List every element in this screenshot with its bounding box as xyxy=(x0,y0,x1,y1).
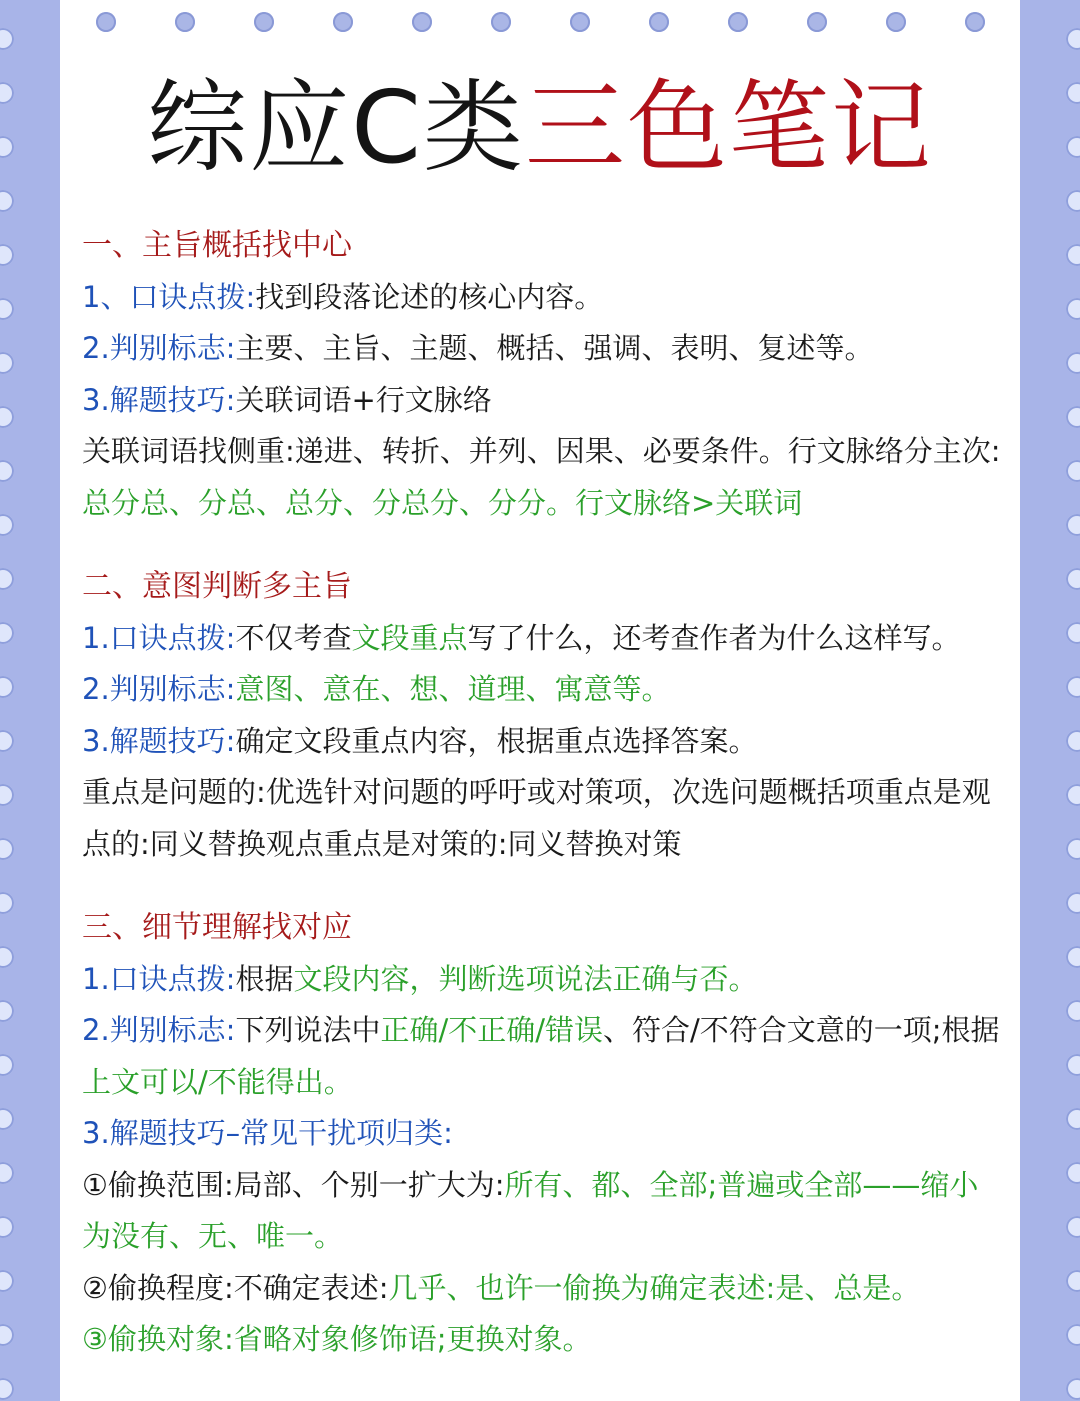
binding-ring xyxy=(1066,892,1080,914)
section-3-line-2 xyxy=(82,1005,1002,1108)
binding-ring xyxy=(1066,946,1080,968)
binding-ring xyxy=(0,1108,14,1130)
section-2-line-4 xyxy=(82,767,1002,870)
binding-ring xyxy=(1066,676,1080,698)
line-label: 2.判别标志: xyxy=(82,672,236,706)
binding-ring xyxy=(1066,1000,1080,1022)
binding-ring xyxy=(1066,406,1080,428)
line-text: 根据 xyxy=(235,961,294,996)
line-label: 1.口诀点拨: xyxy=(82,961,236,996)
binding-ring xyxy=(0,1324,14,1346)
line-highlight: 意图、意在、想、道理、寓意等。 xyxy=(235,672,671,706)
line-highlight: 文段重点 xyxy=(351,620,468,655)
line-text: 关联词语找侧重:递进、转折、并列、因果、必要条件。行文脉络分主次: xyxy=(82,434,1001,468)
binding-ring xyxy=(0,784,14,806)
binding-ring xyxy=(0,1270,14,1292)
binding-ring xyxy=(1066,298,1080,320)
binding-ring xyxy=(1066,514,1080,536)
binding-ring xyxy=(0,892,14,914)
binding-ring xyxy=(1066,784,1080,806)
punch-hole xyxy=(570,12,590,32)
binding-ring xyxy=(0,676,14,698)
binding-ring xyxy=(0,730,14,752)
line-label: 3.解题技巧: xyxy=(82,382,236,417)
line-text: 写了什么，还考查作者为什么这样写。 xyxy=(467,620,961,655)
binding-ring xyxy=(0,352,14,374)
binding-ring xyxy=(0,190,14,212)
binding-ring xyxy=(0,568,14,590)
punch-hole xyxy=(96,12,116,32)
section-2-line-2 xyxy=(82,664,1002,716)
line-highlight: 总分总、分总、总分、分总分、分分。行文脉络>关联词 xyxy=(82,485,803,520)
line-highlight: 上文可以/不能得出。 xyxy=(82,1064,353,1099)
line-text: ①偷换范围:局部、个别一扩大为: xyxy=(82,1167,505,1202)
binding-ring xyxy=(0,28,14,50)
notebook-page xyxy=(60,0,1020,1401)
line-text: 下列说法中 xyxy=(235,1013,381,1047)
section-1-line-4 xyxy=(82,426,1002,529)
punch-hole xyxy=(886,12,906,32)
section-heading-1: 一、主旨概括找中心 xyxy=(82,228,352,263)
page-title xyxy=(60,68,1020,188)
binding-ring xyxy=(0,1216,14,1238)
section-2-line-1 xyxy=(82,613,1002,665)
binding-ring xyxy=(0,136,14,158)
line-text: 重点是问题的:优选针对问题的呼吁或对策项，次选问题概括项重点是观点的:同义替换观点重点是对策的:同义替换对策 xyxy=(82,775,991,861)
binding-ring xyxy=(1066,838,1080,860)
line-text: 、符合/不符合文意的一项;根据 xyxy=(603,1013,1000,1047)
section-3-line-5 xyxy=(82,1263,1002,1315)
line-label: 1、口诀点拨: xyxy=(82,279,256,314)
punch-holes xyxy=(60,12,1020,34)
binding-ring xyxy=(0,1054,14,1076)
binding-ring xyxy=(1066,1216,1080,1238)
binding-ring xyxy=(0,622,14,644)
line-label: 3.解题技巧: xyxy=(82,723,236,758)
binding-ring xyxy=(0,82,14,104)
left-binding xyxy=(0,0,60,1401)
binding-ring xyxy=(0,460,14,482)
section-1-line-3 xyxy=(82,375,1002,427)
line-text: 关联词语+行文脉络 xyxy=(235,382,492,417)
punch-hole xyxy=(649,12,669,32)
binding-ring xyxy=(1066,730,1080,752)
section-3-line-1 xyxy=(82,954,1002,1006)
line-highlight: 文段内容，判断选项说法正确与否。 xyxy=(293,961,758,996)
section-2-line-3 xyxy=(82,716,1002,768)
binding-ring xyxy=(0,514,14,536)
punch-hole xyxy=(728,12,748,32)
punch-hole xyxy=(333,12,353,32)
binding-ring xyxy=(0,298,14,320)
binding-ring xyxy=(1066,82,1080,104)
line-text: ②偷换程度:不确定表述: xyxy=(82,1270,389,1305)
binding-ring xyxy=(1066,1270,1080,1292)
punch-hole xyxy=(175,12,195,32)
title-part-1: 综应C类 xyxy=(147,69,525,186)
right-binding xyxy=(1020,0,1080,1401)
binding-ring xyxy=(0,406,14,428)
section-3-line-6 xyxy=(82,1314,1002,1366)
line-text: 主要、主旨、主题、概括、强调、表明、复述等。 xyxy=(235,331,874,365)
binding-ring xyxy=(0,1162,14,1184)
line-text: 不仅考查 xyxy=(235,620,352,655)
binding-ring xyxy=(1066,460,1080,482)
punch-hole xyxy=(412,12,432,32)
section-1-line-2 xyxy=(82,323,1002,375)
section-3-line-3 xyxy=(82,1108,1002,1160)
binding-ring xyxy=(1066,1108,1080,1130)
punch-hole xyxy=(254,12,274,32)
binding-ring xyxy=(0,1378,14,1400)
line-highlight: 所有、都、全部;普遍或全部——缩小为没有、无、唯一。 xyxy=(82,1167,979,1253)
line-label: 2.判别标志: xyxy=(82,1013,236,1047)
notes-content xyxy=(82,220,1002,1366)
binding-ring xyxy=(0,838,14,860)
punch-hole xyxy=(965,12,985,32)
line-text: 确定文段重点内容，根据重点选择答案。 xyxy=(235,723,758,758)
section-heading-3: 三、细节理解找对应 xyxy=(82,910,352,945)
binding-ring xyxy=(1066,1378,1080,1400)
binding-ring xyxy=(0,946,14,968)
binding-ring xyxy=(1066,28,1080,50)
line-highlight: 几乎、也许一偷换为确定表述:是、总是。 xyxy=(388,1270,921,1305)
line-highlight: ③偷换对象:省略对象修饰语;更换对象。 xyxy=(82,1322,592,1356)
binding-ring xyxy=(1066,1054,1080,1076)
section-3-line-4 xyxy=(82,1160,1002,1263)
punch-hole xyxy=(491,12,511,32)
line-label: 1.口诀点拨: xyxy=(82,620,236,655)
line-text: 找到段落论述的核心内容。 xyxy=(255,279,604,314)
binding-ring xyxy=(1066,352,1080,374)
section-heading-2: 二、意图判断多主旨 xyxy=(82,569,352,604)
binding-ring xyxy=(1066,568,1080,590)
binding-ring xyxy=(1066,244,1080,266)
binding-ring xyxy=(1066,190,1080,212)
line-label: 3.解题技巧–常见干扰项归类: xyxy=(82,1116,453,1150)
binding-ring xyxy=(0,1000,14,1022)
punch-hole xyxy=(807,12,827,32)
binding-ring xyxy=(1066,1324,1080,1346)
binding-ring xyxy=(0,244,14,266)
title-part-2: 三色笔记 xyxy=(524,69,933,186)
line-label: 2.判别标志: xyxy=(82,331,236,365)
section-1-line-1 xyxy=(82,272,1002,324)
line-highlight: 正确/不正确/错误 xyxy=(380,1013,604,1047)
binding-ring xyxy=(1066,1162,1080,1184)
binding-ring xyxy=(1066,136,1080,158)
binding-ring xyxy=(1066,622,1080,644)
